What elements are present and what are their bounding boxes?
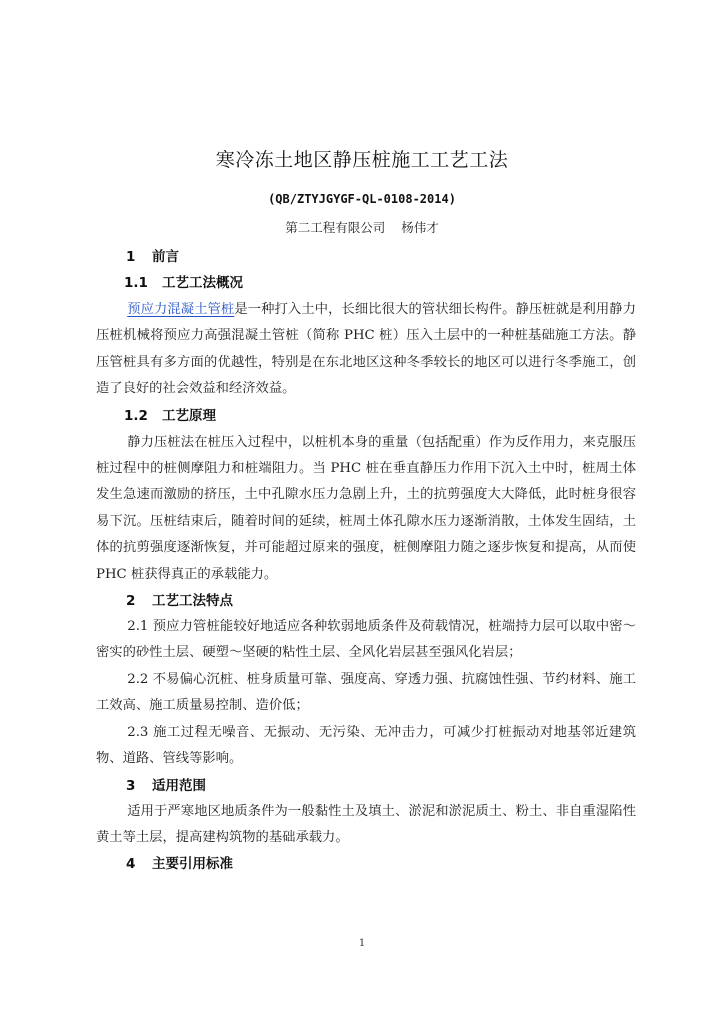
concrete-pile-link[interactable]: 预应力混凝土管桩 — [127, 302, 235, 317]
section-number: 1 — [126, 249, 136, 265]
feature-item: 2.1 预应力管桩能较好地适应各种软弱地质条件及荷载情况，桩端持力层可以取中密～密实的砂性土层、硬塑～坚硬的粘性土层、全风化岩层甚至强风化岩层； — [96, 619, 636, 661]
paragraph-scope: 适用于严寒地区地质条件为一般黏性土及填土、淤泥和淤泥质土、粉土、非自重湿陷性黄土等土层，提高建构筑物的基础承载力。 — [96, 803, 636, 845]
author-name: 杨伟才 — [401, 220, 439, 235]
paragraph-principle: 静力压桩法在桩压入过程中，以桩机本身的重量（包括配重）作为反作用力，来克服压桩过程中的桩侧摩阻力和桩端阻力。当 PHC 桩在垂直静压力作用下沉入土中时，桩周土体发生急速而激励的挤压，土中孔隙水压力急剧上升，土的抗剪强度大大降低，此时桩身很容易下沉。压桩结束后，随着时间的延续，桩周土体孔隙水压力逐渐消散，土体发生固结，土体的抗剪强度逐渐恢复，并可能超过原来的强度，桩侧摩阻力随之逐步恢复和提高，从而使 PHC 桩获得真正的承载能力。 — [96, 434, 636, 582]
paragraph-overview — [96, 297, 636, 403]
document-code: (QB/ZTYJGYGF-QL-0108-2014) — [268, 192, 456, 206]
section-heading-3 — [96, 773, 636, 799]
section-number: 3 — [126, 777, 136, 794]
section-heading-1-2 — [96, 403, 636, 430]
section-number: 2 — [126, 593, 136, 610]
section-heading-4 — [96, 851, 636, 877]
section-title: 工艺工法特点 — [152, 593, 233, 610]
section-title: 主要引用标准 — [152, 856, 233, 873]
section-number: 1.2 — [124, 407, 148, 424]
section-title: 适用范围 — [152, 777, 206, 794]
section-title: 前言 — [152, 249, 179, 265]
section-number: 4 — [126, 856, 136, 873]
section-heading-1 — [96, 244, 636, 270]
author-line — [0, 218, 724, 236]
section-heading-1-1 — [96, 270, 636, 297]
paragraph-text: 是一种打入土中，长细比很大的管状细长构件。静压桩就是利用静力压桩机械将预应力高强混凝土管桩（简称 PHC 桩）压入土层中的一种桩基础施工方法。静压管桩具有多方面的优越性，特别是在东北地区这种冬季较长的地区可以进行冬季施工，创造了良好的社会效益和经济效益。 — [96, 302, 636, 397]
feature-item: 2.3 施工过程无噪音、无振动、无污染、无冲击力，可减少打桩振动对地基邻近建筑物、道路、管线等影响。 — [96, 724, 636, 767]
section-number: 1.1 — [124, 275, 148, 291]
company-name: 第二工程有限公司 — [285, 220, 386, 235]
section-heading-2 — [96, 588, 636, 614]
page-number: 1 — [358, 938, 366, 949]
section-title: 工艺工法概况 — [162, 275, 243, 291]
section-title: 工艺原理 — [162, 407, 216, 424]
document-title: 寒冷冻土地区静压桩施工工艺工法 — [215, 149, 509, 171]
feature-item: 2.2 不易偏心沉桩、桩身质量可靠、强度高、穿透力强、抗腐蚀性强、节约材料、施工工效高、施工质量易控制、造价低； — [96, 671, 636, 714]
document-body — [96, 244, 636, 877]
